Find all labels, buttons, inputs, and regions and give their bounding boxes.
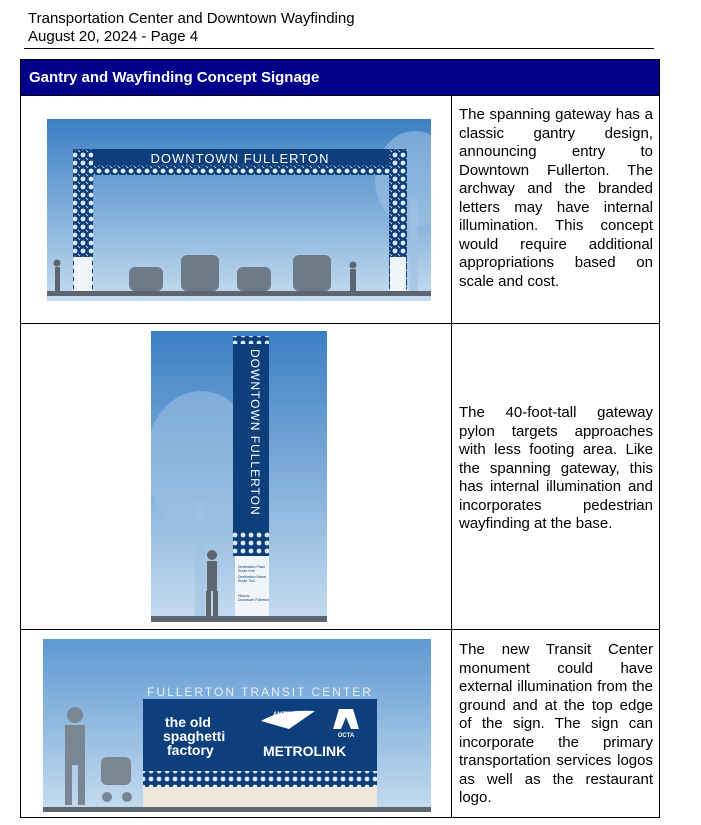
monument-illustration [43,639,431,812]
table-row-gantry [21,95,659,323]
pylon-wayfinding-3b: Downtown Fullerton [238,598,269,602]
gantry-sign-text: DOWNTOWN FULLERTON [150,151,330,166]
restaurant-logo-line1: the old [165,714,211,730]
monument-header-text: FULLERTON TRANSIT CENTER [147,685,373,699]
gantry-illustration [47,119,431,301]
header-rule [24,48,654,49]
pylon-wayfinding-3: Historic [238,594,250,598]
monument-description: The new Transit Center monument could have external illumination from the ground and at the top edge of the sign. The sign can incorporate the primary transportation services logos as well as the restaurant logo. [459,641,653,806]
pylon-wayfinding-2: Destination Name [238,575,266,579]
image-cell [21,630,452,818]
header-date-page: August 20, 2024 - Page 4 [28,28,199,45]
pylon-description: The 40-foot-tall gateway pylon targets approaches with less footing area. Like the spanning gateway, this has internal illumination and incorporates pedestrian wayfinding at the base. [459,404,653,532]
image-cell [21,96,452,323]
document-header [28,10,355,46]
pylon-sign-text: DOWNTOWN FULLERTON [248,349,262,516]
restaurant-logo-line3: factory [167,742,214,758]
image-cell [21,324,452,629]
signage-table [20,59,660,818]
pylon-illustration [151,331,327,622]
pylon-wayfinding-2b: Route Two [238,579,255,583]
metrolink-logo-text: METROLINK [263,743,347,759]
table-row-pylon [21,323,659,629]
table-row-monument [21,629,659,818]
table-title: Gantry and Wayfinding Concept Signage [21,60,659,95]
gantry-description: The spanning gateway has a classic gantry design, announcing entry to Downtown Fullerton. The archway and the branded letters may have internal illumination. This concept would require additional appropriations based on scale and cost. [459,106,653,290]
pylon-wayfinding-1b: Route One [238,569,255,573]
header-title: Transportation Center and Downtown Wayfinding [28,10,355,27]
amtrak-logo-text: AMTRAK [273,712,299,718]
octa-logo-text: OCTA [337,733,355,739]
pylon-wayfinding-1: Destination Place [238,565,266,569]
restaurant-logo-line2: spaghetti [163,728,226,744]
